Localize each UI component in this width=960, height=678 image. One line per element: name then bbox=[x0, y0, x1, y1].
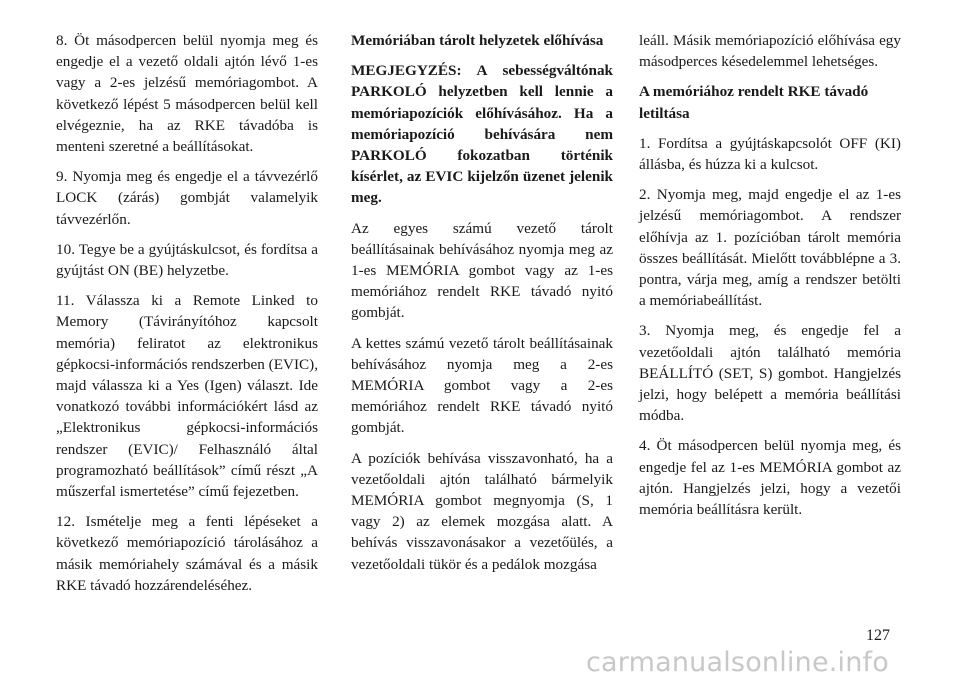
recall-driver-1-paragraph: Az egyes számú vezető tárolt beállításainak behívásához nyomja meg az 1-es MEMÓRIA gombot vagy az 1-es memóriához rendelt RKE távadó nyitó gombját. bbox=[351, 219, 613, 322]
disable-step-2-paragraph: 2. Nyomja meg, majd engedje el az 1-es jelzésű memóriagombot. A rendszer előhívja az 1. pozícióban tárolt memória összes beállítását. Mielőtt továbblépne a 3. pontra, várja meg, amíg a rendszer betölti a memóriabeállítást. bbox=[639, 186, 901, 310]
disable-step-1-paragraph: 1. Fordítsa a gyújtáskapcsolót OFF (KI) állásba, és húzza ki a kulcsot. bbox=[639, 134, 901, 174]
section-heading-disable-rke: A memóriához rendelt RKE távadó letiltása bbox=[639, 83, 869, 122]
recall-continued-paragraph: leáll. Másik memóriapozíció előhívása egy másodperces késedelemmel lehetséges. bbox=[639, 32, 901, 71]
watermark-text: carmanualsonline.info bbox=[586, 647, 889, 678]
section-heading-recall: Memóriában tárolt helyzetek előhívása bbox=[351, 32, 604, 49]
recall-cancel-paragraph: A pozíciók behívása visszavonható, ha a vezetőoldali ajtón található bármelyik MEMÓRIA gombot megnyomja (S, 1 vagy 2) az elemek mozgása alatt. A behívás visszavonásakor a vezetőülés, a vezetőoldali tükör és a pedálok mozgása bbox=[351, 449, 613, 573]
text-column-left bbox=[56, 30, 318, 605]
step-12-paragraph: 12. Ismételje meg a fenti lépéseket a következő memóriapozíció tárolásához a másik memóriahely számával és a másik RKE távadó hozzárendeléséhez. bbox=[56, 513, 318, 594]
step-8-paragraph: 8. Öt másodpercen belül nyomja meg és engedje el a vezető oldali ajtón lévő 1-es vagy a 2-es jelzésű memóriagombot. A következő lépést 5 másodpercen belül kell elvégeznie, ha az RKE távadóba is menteni szeretné a beállításokat. bbox=[56, 32, 318, 156]
text-column-middle bbox=[351, 30, 613, 584]
disable-step-3-paragraph: 3. Nyomja meg, és engedje fel a vezetőoldali ajtón található memória BEÁLLÍTÓ (SET, S) gombot. Hangjelzés jelzi, hogy belépett a memória beállítási módba. bbox=[639, 322, 901, 425]
step-10-paragraph: 10. Tegye be a gyújtáskulcsot, és fordítsa a gyújtást ON (BE) helyzetbe. bbox=[56, 240, 318, 280]
step-11-paragraph: 11. Válassza ki a Remote Linked to Memory (Távirányítóhoz kapcsolt memória) feliratot az elektronikus gépkocsi-információs rendszerben (EVIC), majd válassza ki a Yes (Igen) választ. Ide vonatkozó további információkért lásd az „Elektronikus gépkocsi-információs rendszer (EVIC)/ Felhasználó által programozható beállítások” című részt „A műszerfal ismertetése” című fejezetben. bbox=[56, 292, 318, 501]
page-number: 127 bbox=[866, 627, 890, 644]
recall-driver-2-paragraph: A kettes számú vezető tárolt beállításainak behívásához nyomja meg a 2-es MEMÓRIA gombot vagy a 2-es memóriához rendelt RKE távadó nyitó gombját. bbox=[351, 334, 613, 437]
step-9-paragraph: 9. Nyomja meg és engedje el a távvezérlő LOCK (zárás) gombját valamelyik távvezérlőn. bbox=[56, 168, 318, 228]
disable-step-4-paragraph: 4. Öt másodpercen belül nyomja meg, és engedje fel az 1-es MEMÓRIA gombot az ajtón. Hangjelzés jelzi, hogy a vezetői memória beállításra került. bbox=[639, 437, 901, 519]
text-column-right bbox=[639, 30, 901, 529]
note-paragraph: MEGJEGYZÉS: A sebességváltónak PARKOLÓ helyzetben kell lennie a memóriapozíciók előhívásához. Ha a memóriapozíció behívására nem PARKOLÓ fokozatban történik kísérlet, az EVIC kijelzőn üzenet jelenik meg. bbox=[351, 62, 613, 207]
